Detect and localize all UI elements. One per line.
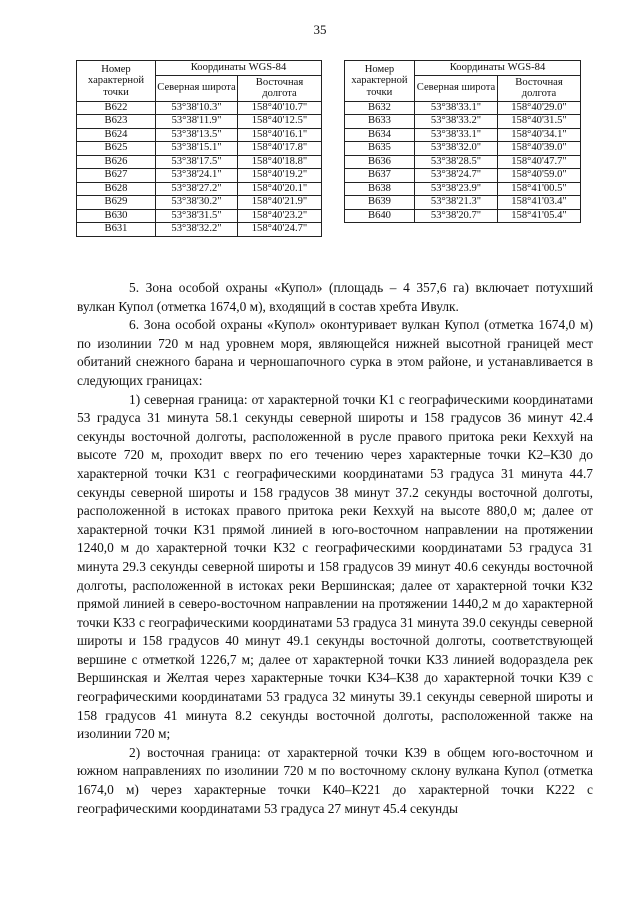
- latitude-cell: 53°38'27.2": [156, 182, 238, 196]
- header-point-number: Номер характерной точки: [345, 61, 415, 102]
- table-row: [77, 155, 322, 169]
- latitude-cell: 53°38'13.5": [156, 128, 238, 142]
- table-row: [345, 155, 581, 169]
- point-cell: В632: [345, 101, 415, 115]
- table-row: [345, 128, 581, 142]
- longitude-cell: 158°40'59.0": [498, 169, 581, 183]
- longitude-cell: 158°41'03.4": [498, 196, 581, 210]
- point-cell: В638: [345, 182, 415, 196]
- point-cell: В635: [345, 142, 415, 156]
- latitude-cell: 53°38'10.3": [156, 101, 238, 115]
- longitude-cell: 158°41'05.4": [498, 209, 581, 223]
- coordinates-table-right: [344, 60, 581, 223]
- point-cell: В631: [77, 223, 156, 237]
- longitude-cell: 158°40'29.0": [498, 101, 581, 115]
- latitude-cell: 53°38'28.5": [415, 155, 498, 169]
- longitude-cell: 158°40'20.1": [238, 182, 322, 196]
- point-cell: В634: [345, 128, 415, 142]
- point-cell: В640: [345, 209, 415, 223]
- latitude-cell: 53°38'21.3": [415, 196, 498, 210]
- latitude-cell: 53°38'17.5": [156, 155, 238, 169]
- point-cell: В636: [345, 155, 415, 169]
- longitude-cell: 158°40'39.0": [498, 142, 581, 156]
- latitude-cell: 53°38'31.5": [156, 209, 238, 223]
- paragraph-5: 5. Зона особой охраны «Купол» (площадь – 4 357,6 га) включает потухший вулкан Купол (отметка 1674,0 м), входящий в состав хребта Ивулк.: [77, 280, 593, 314]
- table-row: [77, 101, 322, 115]
- header-coordinates: Координаты WGS-84: [156, 61, 322, 76]
- point-cell: В637: [345, 169, 415, 183]
- table-row: [345, 196, 581, 210]
- longitude-cell: 158°40'24.7": [238, 223, 322, 237]
- table-row: [345, 209, 581, 223]
- point-cell: В626: [77, 155, 156, 169]
- latitude-cell: 53°38'24.7": [415, 169, 498, 183]
- point-cell: В624: [77, 128, 156, 142]
- point-cell: В628: [77, 182, 156, 196]
- body-text: [77, 279, 593, 818]
- header-coordinates: Координаты WGS-84: [415, 61, 581, 76]
- paragraph-6: 6. Зона особой охраны «Купол» оконтуривает вулкан Купол (отметка 1674,0 м) по изолинии 720 м над уровнем моря, являющейся нижней высотной границей мест обитаний снежного барана и черношапочного сурка в этом районе, и устанавливается в следующих границах:: [77, 317, 593, 388]
- point-cell: В629: [77, 196, 156, 210]
- header-longitude: Восточная долгота: [238, 75, 322, 101]
- longitude-cell: 158°40'18.8": [238, 155, 322, 169]
- table-row: [77, 196, 322, 210]
- point-cell: В630: [77, 209, 156, 223]
- latitude-cell: 53°38'11.9": [156, 115, 238, 129]
- coordinates-table-left: [76, 60, 322, 237]
- paragraph-east-boundary: 2) восточная граница: от характерной точки К39 в общем юго-восточном и южном направлениях по изолинии 720 м по восточному склону вулкана Купол (отметка 1674,0 м) через характерные точки К40–К221 до характерной точки К222 с географическими координатами 53 градуса 27 минут 45.4 секунды: [77, 744, 593, 816]
- table-body: [345, 101, 581, 223]
- latitude-cell: 53°38'32.0": [415, 142, 498, 156]
- table-row: [77, 115, 322, 129]
- table-row: [345, 101, 581, 115]
- table-body: [77, 101, 322, 236]
- table-row: [77, 169, 322, 183]
- longitude-cell: 158°40'19.2": [238, 169, 322, 183]
- latitude-cell: 53°38'24.1": [156, 169, 238, 183]
- table-row: [345, 169, 581, 183]
- latitude-cell: 53°38'23.9": [415, 182, 498, 196]
- latitude-cell: 53°38'20.7": [415, 209, 498, 223]
- latitude-cell: 53°38'33.2": [415, 115, 498, 129]
- header-longitude: Восточная долгота: [498, 75, 581, 101]
- table-row: [345, 115, 581, 129]
- header-latitude: Северная широта: [415, 75, 498, 101]
- latitude-cell: 53°38'33.1": [415, 101, 498, 115]
- point-cell: В639: [345, 196, 415, 210]
- longitude-cell: 158°40'47.7": [498, 155, 581, 169]
- longitude-cell: 158°40'21.9": [238, 196, 322, 210]
- point-cell: В633: [345, 115, 415, 129]
- page-number: 35: [313, 22, 327, 37]
- longitude-cell: 158°40'16.1": [238, 128, 322, 142]
- table-row: [77, 182, 322, 196]
- table-row: [345, 182, 581, 196]
- header-point-number: Номер характерной точки: [77, 61, 156, 102]
- longitude-cell: 158°40'31.5": [498, 115, 581, 129]
- table-row: [77, 223, 322, 237]
- longitude-cell: 158°41'00.5": [498, 182, 581, 196]
- longitude-cell: 158°40'17.8": [238, 142, 322, 156]
- longitude-cell: 158°40'34.1": [498, 128, 581, 142]
- table-row: [77, 142, 322, 156]
- longitude-cell: 158°40'23.2": [238, 209, 322, 223]
- table-row: [77, 128, 322, 142]
- header-latitude: Северная широта: [156, 75, 238, 101]
- point-cell: В622: [77, 101, 156, 115]
- table-row: [345, 142, 581, 156]
- latitude-cell: 53°38'32.2": [156, 223, 238, 237]
- point-cell: В625: [77, 142, 156, 156]
- latitude-cell: 53°38'33.1": [415, 128, 498, 142]
- latitude-cell: 53°38'15.1": [156, 142, 238, 156]
- point-cell: В623: [77, 115, 156, 129]
- longitude-cell: 158°40'12.5": [238, 115, 322, 129]
- longitude-cell: 158°40'10.7": [238, 101, 322, 115]
- table-row: [77, 209, 322, 223]
- latitude-cell: 53°38'30.2": [156, 196, 238, 210]
- paragraph-north-boundary: 1) северная граница: от характерной точки К1 с географическими координатами 53 градуса 31 минута 58.1 секунды северной широты и 158 градусов 36 минут 42.4 секунды восточной долготы, расположенной в русле правого притока реки Кеххуй на высоте 720 м, проходит вверх по его течению через характерные точки К2–К30 до характерной точки К31 с географическими координатами 53 градуса 31 минута 44.7 секунды северной широты и 158 градусов 38 минут 37.2 секунды восточной долготы, расположенной в истоках правого притока реки Кеххуй на высоте 880,0 м; далее от характерной точки К31 прямой линией в юго-восточном направлении на протяжении 1240,0 м до характерной точки К32 с географическими координатами 53 градуса 31 минута 29.3 секунды северной широты и 158 градусов 39 минут 40.6 секунды восточной долготы, расположенной в истоках реки Вершинская; далее от характерной точки К32 прямой линией в северо-восточном направлении на протяжении 1440,2 м до характерной точки К33 с географическими координатами 53 градуса 31 минута 39.0 секунды северной широты и 158 градусов 40 минут 49.1 секунды восточной долготы, соответствующей вершине с отметкой 1226,7 м; далее от характерной точки К33 линией водораздела рек Вершинская и Желтая через характерные точки К34–К38 до характерной точки К39 с географическими координатами 53 градуса 32 минуты 39.1 секунды северной широты и 158 градусов 41 минута 8.2 секунды восточной долготы, расположенной также на изолинии 720 м;: [77, 391, 593, 742]
- point-cell: В627: [77, 169, 156, 183]
